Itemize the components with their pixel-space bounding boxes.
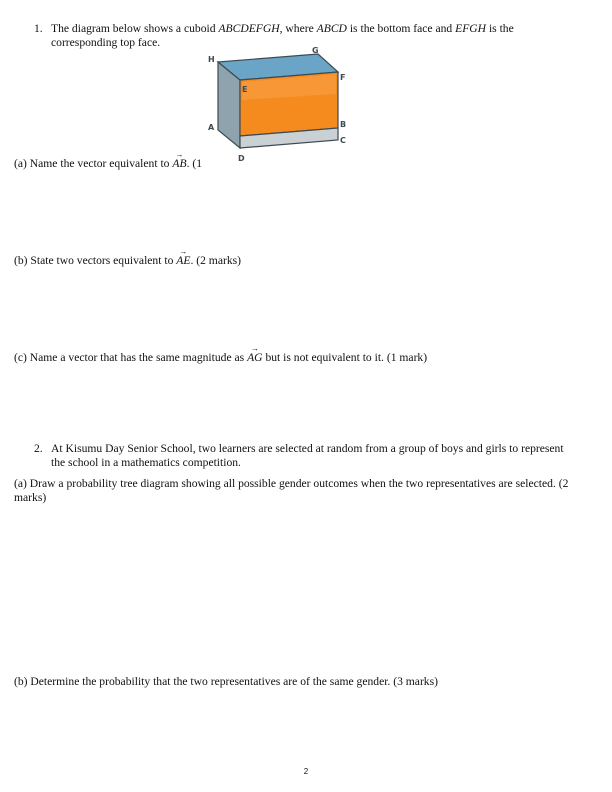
q2-intro-line-2: the school in a mathematics competition.: [51, 456, 241, 469]
q1-part-b: [14, 254, 241, 268]
q1-intro-text-a: The diagram below shows a cuboid: [51, 22, 219, 35]
q2-part-a: [14, 477, 604, 505]
q2-part-a-line-1: (a) Draw a probability tree diagram showing all possible gender outcomes when the two representatives are selected. (2: [14, 477, 569, 490]
vertex-label-b: B: [340, 120, 347, 129]
vertex-label-g: G: [312, 46, 319, 55]
q1-intro-text-c: is the bottom face and: [346, 22, 456, 35]
q1-intro-line-2: corresponding top face.: [51, 36, 161, 49]
vector-ab: → AB: [172, 157, 186, 171]
q1-part-b-suffix: . (2 marks): [190, 254, 242, 267]
vector-ae: → AE: [176, 254, 190, 268]
vector-ag: → AG: [247, 351, 262, 365]
cuboid-diagram: [200, 44, 360, 169]
top-face-name: EFGH: [455, 22, 487, 35]
q1-intro-text-d: is the: [486, 22, 514, 35]
vertex-label-a: A: [208, 123, 215, 132]
q1-part-a-suffix: . (1: [186, 157, 203, 170]
q1-part-c-suffix: but is not equivalent to it. (1 mark): [262, 351, 428, 364]
vertex-label-e: E: [242, 85, 248, 94]
q2-intro-line-1: At Kisumu Day Senior School, two learners are selected at random from a group of boys and girls to represent: [51, 442, 564, 455]
cuboid-name: ABCDEFGH: [218, 22, 280, 35]
q1-intro-text-b: , where: [279, 22, 317, 35]
q1-part-c-prefix: (c) Name a vector that has the same magnitude as: [14, 351, 248, 364]
page-number: 2: [303, 767, 309, 776]
vertex-label-d: D: [238, 154, 245, 163]
question-2-intro: [51, 442, 601, 470]
vertex-label-h: H: [208, 55, 215, 64]
q2-part-b: (b) Determine the probability that the two representatives are of the same gender. (3 marks): [14, 675, 438, 688]
question-1-number: 1.: [34, 22, 43, 35]
q1-part-a-prefix: (a) Name the vector equivalent to: [14, 157, 173, 170]
bottom-face-name: ABCD: [316, 22, 347, 35]
q1-part-c: [14, 351, 427, 365]
q2-part-a-line-2: marks): [14, 491, 47, 504]
q1-part-b-prefix: (b) State two vectors equivalent to: [14, 254, 177, 267]
vertex-label-c: C: [340, 136, 346, 145]
question-2-number: 2.: [34, 442, 43, 455]
q1-part-a: [14, 157, 202, 171]
vertex-label-f: F: [340, 73, 346, 82]
